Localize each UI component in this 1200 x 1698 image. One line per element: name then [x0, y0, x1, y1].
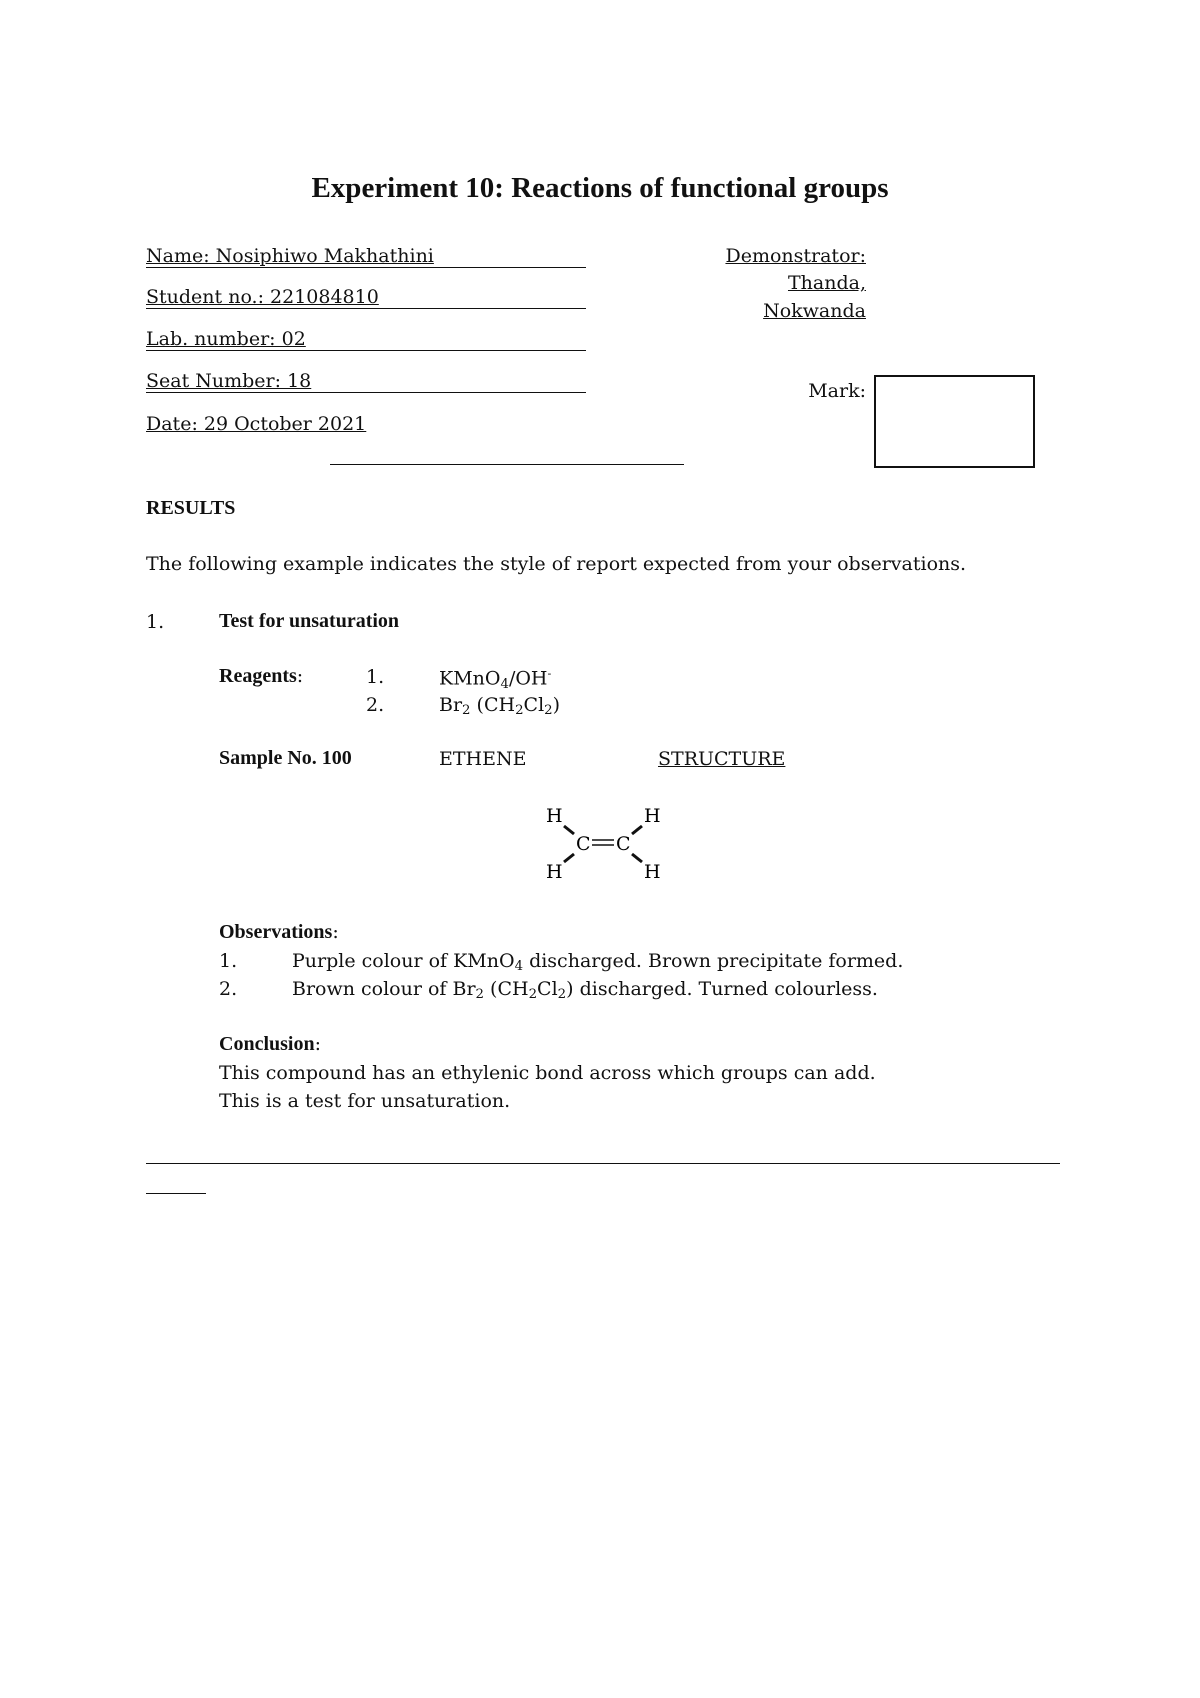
reagents-label: Reagents: [219, 665, 297, 687]
conclusion-line-1: This compound has an ethylenic bond across which groups can add.: [219, 1062, 876, 1084]
reagent-2-sub: 2: [462, 703, 471, 719]
ethene-structure: [536, 796, 666, 886]
student-name: Name: Nosiphiwo Makhathini: [146, 245, 434, 267]
atom-c-right: C: [616, 833, 631, 855]
observations-label: Observations: [219, 921, 333, 943]
mark-label: Mark:: [808, 380, 866, 402]
observation-2-s2: 2: [528, 987, 538, 1003]
lab-number: Lab. number: 02: [146, 328, 306, 350]
atom-c-left: C: [576, 833, 591, 855]
observation-1-p1: Purple colour of KMnO: [292, 950, 515, 972]
reagent-2-base: Br: [439, 694, 463, 716]
bottom-rule-short: [146, 1193, 206, 1194]
conclusion-label: Conclusion: [219, 1033, 315, 1055]
demonstrator-label: Demonstrator:: [725, 245, 866, 267]
observation-2-s1: 2: [475, 987, 485, 1003]
reagent-2-rest: (CH: [470, 694, 516, 716]
reagent-1-sup: -: [547, 666, 552, 680]
student-number: Student no.: 221084810: [146, 286, 379, 308]
intro-text: The following example indicates the style of report expected from your observations.: [146, 553, 967, 575]
reagent-2-rest3: ): [552, 694, 561, 716]
bond-top-left: [564, 826, 574, 834]
conclusion-line-2: This is a test for unsaturation.: [219, 1090, 511, 1112]
observation-1: [292, 950, 904, 975]
atom-h-top-left: H: [546, 805, 563, 827]
reagents-label-wrap: [219, 665, 303, 688]
bond-bottom-left: [564, 854, 574, 862]
observation-2: [292, 978, 878, 1003]
atom-h-bottom-left: H: [546, 861, 563, 883]
seat-number: Seat Number: 18: [146, 370, 312, 392]
observation-2-number: 2.: [219, 978, 238, 1000]
mark-box: [874, 375, 1035, 468]
reagent-2-sub3: 2: [544, 703, 553, 719]
observation-1-p2: discharged. Brown precipitate formed.: [523, 950, 904, 972]
bond-bottom-right: [632, 854, 642, 862]
page-title: Experiment 10: Reactions of functional groups: [311, 172, 889, 204]
observation-1-number: 1.: [219, 950, 238, 972]
reagent-2: [439, 694, 561, 719]
demonstrator-name-1: Thanda,: [787, 272, 866, 294]
reagent-1-base: KMnO: [439, 667, 501, 690]
reagent-2-rest2: Cl: [523, 694, 545, 716]
observation-2-p4: ) discharged. Turned colourless.: [566, 978, 878, 1000]
observations-label-wrap: Observations:: [219, 921, 339, 943]
demonstrator-name-2: Nokwanda: [763, 300, 866, 322]
reagent-2-number: 2.: [366, 694, 385, 716]
name-underline: [146, 267, 586, 268]
seat-number-underline: [146, 392, 586, 393]
structure-label: STRUCTURE: [658, 748, 786, 770]
results-heading: RESULTS: [146, 497, 236, 519]
observation-2-p2: (CH: [484, 978, 529, 1000]
student-no-underline: [146, 308, 586, 309]
sample-name: ETHENE: [439, 748, 527, 770]
section-number: 1.: [146, 611, 165, 633]
sample-label: Sample No. 100: [219, 747, 352, 769]
observation-1-s1: 4: [514, 959, 524, 975]
atom-h-bottom-right: H: [644, 861, 661, 883]
atom-h-top-right: H: [644, 805, 661, 827]
observation-2-s3: 2: [557, 987, 567, 1003]
reagent-1: [439, 666, 552, 692]
bottom-rule: [146, 1163, 1060, 1164]
date: Date: 29 October 2021: [146, 413, 367, 435]
reagent-1-number: 1.: [366, 666, 385, 688]
lab-number-underline: [146, 350, 586, 351]
reagent-1-sub: 4: [500, 676, 509, 692]
conclusion-label-wrap: Conclusion:: [219, 1033, 321, 1055]
signature-line: [330, 464, 684, 465]
section-heading: Test for unsaturation: [219, 610, 400, 632]
reagents-colon: :: [296, 665, 304, 687]
bond-top-right: [632, 826, 642, 834]
observation-2-p3: Cl: [537, 978, 558, 1000]
observation-2-p1: Brown colour of Br: [292, 978, 476, 1000]
reagent-1-rest: /OH: [508, 667, 548, 690]
reagent-2-sub2: 2: [515, 703, 524, 719]
